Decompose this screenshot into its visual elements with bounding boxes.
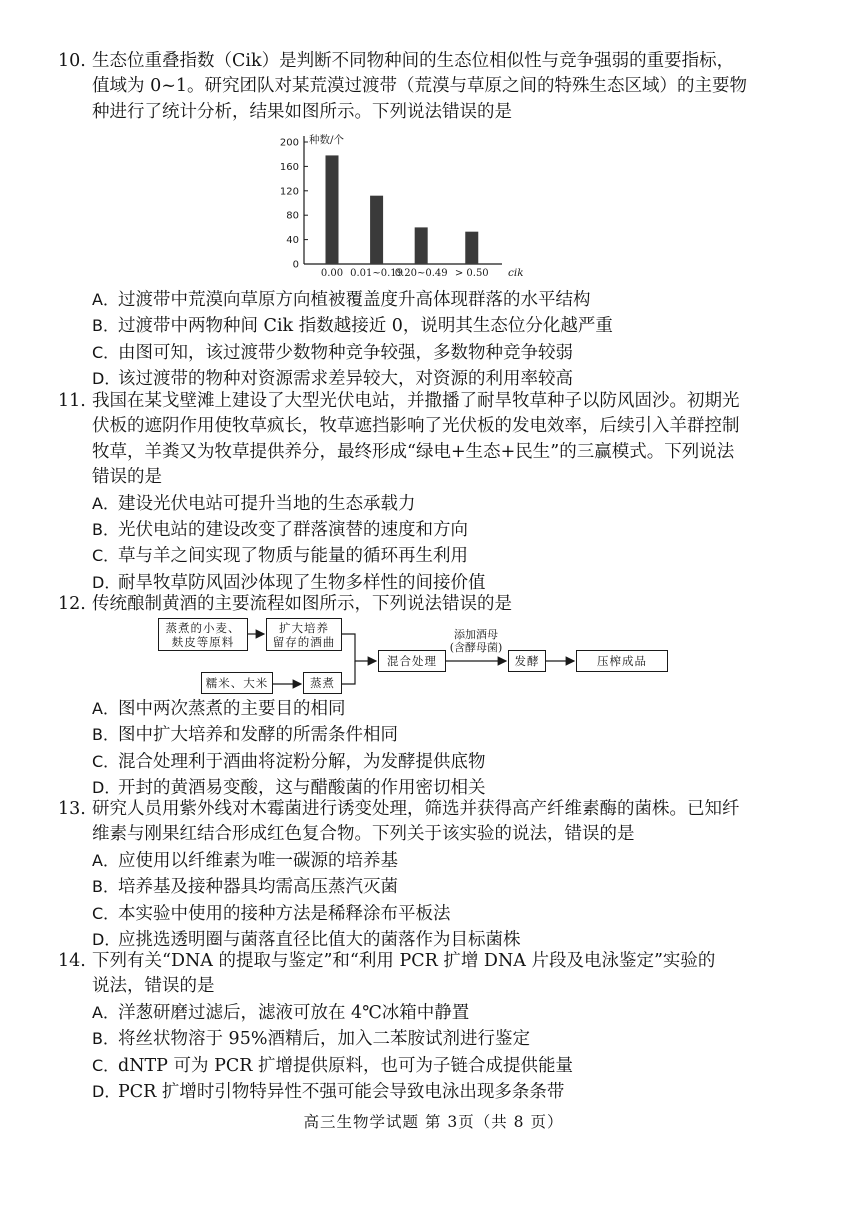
stem-line: 维素与刚果红结合形成红色复合物。下列关于该实验的说法，错误的是: [92, 824, 635, 845]
flow-box-starter-culture: 扩大培养 留存的酒曲: [266, 618, 342, 651]
stem-line: 下列有关“DNA 的提取与鉴定”和“利用 PCR 扩增 DNA 片段及电泳鉴定”实验的: [92, 951, 716, 971]
flow-box-raw-materials: 蒸煮的小麦、 麸皮等原料: [158, 618, 248, 651]
flow-box-rice: 糯米、大米: [201, 672, 273, 694]
option-b[interactable]: B．将丝状物溶于 95%酒精后，加入二苯胺试剂进行鉴定: [92, 1029, 530, 1050]
option-a[interactable]: A．应使用以纤维素为唯一碳源的培养基: [92, 850, 398, 871]
option-b[interactable]: B．图中扩大培养和发酵的所需条件相同: [92, 725, 398, 746]
x-tick-label: 0.00: [320, 268, 344, 279]
option-a[interactable]: A．洋葱研磨过滤后，滤液可放在 4℃冰箱中静置: [92, 1002, 470, 1023]
flow-box-steaming: 蒸煮: [303, 672, 342, 694]
stem-line: 牧草，羊粪又为牧草提供养分，最终形成“绿电+生态+民生”的三赢模式。下列说法: [92, 441, 735, 462]
option-b[interactable]: B．光伏电站的建设改变了群落演替的速度和方向: [92, 520, 468, 541]
option-c[interactable]: C．混合处理利于酒曲将淀粉分解，为发酵提供底物: [92, 751, 486, 772]
option-d[interactable]: D．该过渡带的物种对资源需求差异较大，对资源的利用率较高: [92, 369, 573, 390]
flow-box-fermentation: 发酵: [508, 650, 546, 672]
question-number: 10.: [58, 51, 86, 71]
question-number: 13.: [58, 799, 86, 819]
question-13: [58, 797, 818, 953]
bar: [415, 227, 428, 264]
stem-line: 生态位重叠指数（Cik）是判断不同物种间的生态位相似性与竞争强弱的重要指标，: [92, 51, 735, 71]
stem-line: 传统酿制黄酒的主要流程如图所示，下列说法错误的是: [92, 594, 512, 614]
stem-line: 说法，错误的是: [92, 976, 215, 997]
bar: [465, 232, 478, 264]
option-a[interactable]: A．图中两次蒸煮的主要目的相同: [92, 699, 346, 719]
stem-line: 错误的是: [92, 467, 162, 488]
y-axis-label: 种数/个: [309, 134, 345, 146]
x-tick-label: 0.01~0.19: [350, 268, 404, 279]
bar: [326, 155, 339, 264]
question-stem: [92, 49, 818, 125]
question-number: 11.: [58, 391, 86, 411]
stem-line: 我国在某戈壁滩上建设了大型光伏电站，并撒播了耐旱牧草种子以防风固沙。初期光: [92, 391, 740, 411]
stem-line: 值域为 0~1。研究团队对某荒漠过渡带（荒漠与草原之间的特殊生态区域）的主要物: [92, 76, 747, 97]
option-b[interactable]: B．培养基及接种器具均需高压蒸汽灭菌: [92, 877, 398, 898]
question-stem: [92, 949, 818, 1000]
page-footer: 高三生物学试题 第 3页（共 8 页）: [303, 1113, 564, 1131]
flow-box-pressing: 压榨成品: [576, 650, 668, 672]
option-c[interactable]: C．dNTP 可为 PCR 扩增提供原料，也可为子链合成提供能量: [92, 1055, 573, 1076]
species-count-bar-chart: [270, 130, 540, 280]
question-stem: [92, 797, 818, 848]
flow-arrow-label: 添加酒母 (含酵母菌): [449, 628, 503, 654]
question-10: [58, 49, 818, 125]
arrow: [342, 661, 355, 684]
question-11: [58, 389, 818, 596]
option-d[interactable]: D．耐旱牧草防风固沙体现了生物多样性的间接价值: [92, 572, 486, 593]
arrow: [342, 634, 376, 661]
y-tick-label: 160: [279, 161, 299, 173]
x-tick-label: 0.20~0.49: [394, 268, 448, 279]
question-number: 14.: [58, 951, 86, 971]
stem-line: 种进行了统计分析，结果如图所示。下列说法错误的是: [92, 101, 512, 122]
y-tick-label: 40: [286, 235, 299, 247]
question-14: [58, 949, 818, 1105]
option-d[interactable]: D．应挑选透明圈与菌落直径比值大的菌落作为目标菌株: [92, 930, 521, 951]
bar: [370, 196, 383, 264]
brewing-flowchart: [150, 614, 690, 698]
stem-line: 伏板的遮阴作用使牧草疯长，牧草遮挡影响了光伏板的发电效率，后续引入羊群控制: [92, 416, 740, 437]
question-stem: [92, 389, 818, 491]
y-tick-label: 120: [279, 186, 299, 198]
option-a[interactable]: A．过渡带中荒漠向草原方向植被覆盖度升高体现群落的水平结构: [92, 290, 591, 310]
option-b[interactable]: B．过渡带中两物种间 Cik 指数越接近 0，说明其生态位分化越严重: [92, 316, 613, 337]
y-tick-label: 200: [279, 137, 299, 149]
x-axis-label: cik: [508, 267, 524, 279]
option-c[interactable]: C．本实验中使用的接种方法是稀释涂布平板法: [92, 903, 451, 924]
option-c[interactable]: C．由图可知，该过渡带少数物种竞争较强，多数物种竞争较弱: [92, 342, 573, 363]
option-c[interactable]: C．草与羊之间实现了物质与能量的循环再生利用: [92, 546, 468, 567]
y-tick-label: 80: [286, 210, 299, 222]
question-12-options: [58, 696, 818, 802]
question-number: 12.: [58, 594, 86, 614]
question-10-options: [58, 287, 818, 393]
flow-box-mixing: 混合处理: [378, 650, 446, 672]
option-a[interactable]: A．建设光伏电站可提升当地的生态承载力: [92, 493, 416, 514]
y-tick-label: 0: [292, 259, 299, 271]
option-d[interactable]: D．PCR 扩增时引物特异性不强可能会导致电泳出现多条条带: [92, 1082, 565, 1103]
option-d[interactable]: D．开封的黄酒易变酸，这与醋酸菌的作用密切相关: [92, 778, 486, 799]
stem-line: 研究人员用紫外线对木霉菌进行诱变处理，筛选并获得高产纤维素酶的菌株。已知纤: [92, 799, 740, 819]
x-tick-label: > 0.50: [454, 268, 489, 279]
